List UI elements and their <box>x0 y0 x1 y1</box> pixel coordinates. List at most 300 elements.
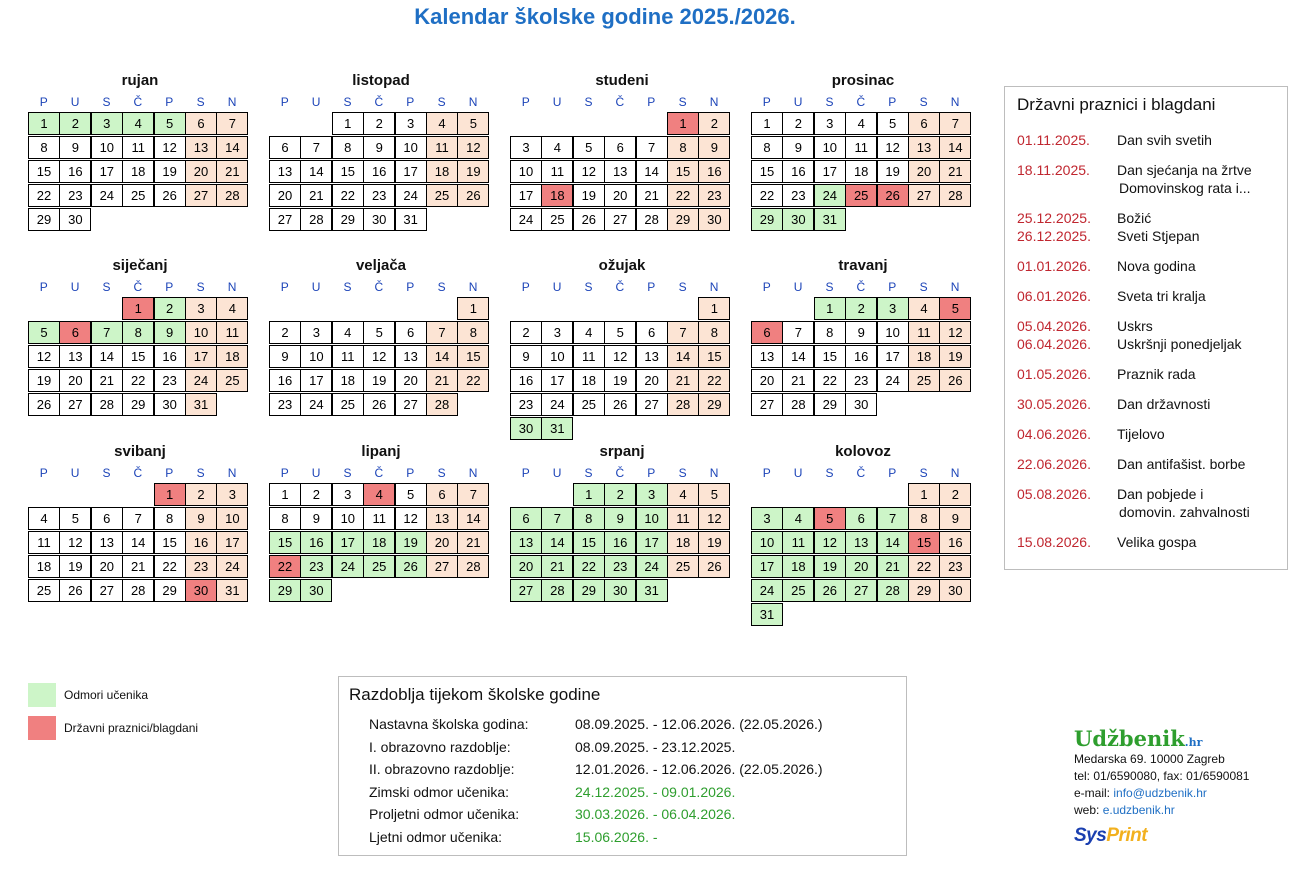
day-cell: 11 <box>908 321 940 344</box>
day-cell: 1 <box>814 297 846 320</box>
holiday-date: 04.06.2026. <box>1017 426 1091 442</box>
weekday-name: S <box>102 466 111 480</box>
web-label: web: <box>1074 803 1100 817</box>
day-cell: 2 <box>782 112 814 135</box>
day-cell: 3 <box>395 112 427 135</box>
day-cell: 17 <box>300 369 332 392</box>
day-cell: 7 <box>877 507 909 530</box>
holiday-date: 05.08.2026. <box>1017 486 1091 502</box>
day-cell: 13 <box>636 345 668 368</box>
day-cell: 22 <box>814 369 846 392</box>
day-cell: 20 <box>426 531 458 554</box>
day-cell: 7 <box>300 136 332 159</box>
month-days-grid <box>510 297 734 441</box>
day-cell: 14 <box>782 345 814 368</box>
period-label: Ljetni odmor učenika: <box>369 828 503 845</box>
day-cell: 10 <box>510 160 542 183</box>
day-cell: 11 <box>426 136 458 159</box>
day-cell: 15 <box>457 345 489 368</box>
holiday-date: 30.05.2026. <box>1017 396 1091 412</box>
holiday-name: Dan svih svetih <box>1117 132 1212 148</box>
weekday-name: Č <box>133 95 143 109</box>
day-cell: 27 <box>395 393 427 416</box>
weekday-name: S <box>437 280 446 294</box>
day-cell: 9 <box>698 136 730 159</box>
day-cell: 20 <box>269 184 301 207</box>
day-cell: 16 <box>154 345 186 368</box>
day-cell: 24 <box>814 184 846 207</box>
weekday-name: P <box>280 95 289 109</box>
holiday-row <box>1017 287 1275 305</box>
weekday-name: Č <box>856 280 866 294</box>
weekday-header <box>510 92 734 112</box>
day-cell: 17 <box>541 369 573 392</box>
logo-text: Udžbenik <box>1074 726 1185 751</box>
weekday-name: S <box>196 95 205 109</box>
day-cell: 2 <box>154 297 186 320</box>
day-cell: 23 <box>698 184 730 207</box>
day-cell: 28 <box>541 579 573 602</box>
weekday-name: S <box>343 280 352 294</box>
day-cell: 11 <box>332 345 364 368</box>
weekday-name: N <box>950 280 960 294</box>
day-cell: 14 <box>636 160 668 183</box>
period-label: Proljetni odmor učenika: <box>369 806 520 822</box>
page-title: Kalendar školske godine 2025./2026. <box>414 4 796 29</box>
month-block <box>751 72 975 256</box>
day-cell: 6 <box>636 321 668 344</box>
weekday-name: P <box>762 466 771 480</box>
day-cell: 29 <box>814 393 846 416</box>
day-cell: 15 <box>667 160 699 183</box>
day-cell: 13 <box>395 345 427 368</box>
day-cell: 25 <box>667 555 699 578</box>
day-cell: 7 <box>541 507 573 530</box>
day-cell: 13 <box>908 136 940 159</box>
weekday-name: U <box>311 280 321 294</box>
month-block <box>751 257 975 441</box>
period-label: II. obrazovno razdoblje: <box>369 761 515 777</box>
day-cell: 6 <box>91 507 123 530</box>
day-cell: 28 <box>122 579 154 602</box>
period-label: Nastavna školska godina: <box>369 716 529 732</box>
day-cell: 7 <box>216 112 248 135</box>
weekday-name: U <box>311 95 321 109</box>
day-cell: 24 <box>636 555 668 578</box>
day-cell: 23 <box>363 184 395 207</box>
weekday-name: U <box>70 95 80 109</box>
day-cell: 11 <box>122 136 154 159</box>
day-cell: 7 <box>122 507 154 530</box>
weekday-header <box>28 92 252 112</box>
day-cell: 25 <box>782 579 814 602</box>
day-cell: 22 <box>269 555 301 578</box>
holiday-row <box>1017 425 1275 443</box>
day-cell: 29 <box>698 393 730 416</box>
day-cell: 21 <box>782 369 814 392</box>
day-cell: 22 <box>457 369 489 392</box>
month-name: listopad <box>352 72 410 89</box>
day-cell: 11 <box>667 507 699 530</box>
day-cell: 30 <box>59 208 91 231</box>
weekday-name: S <box>825 466 834 480</box>
period-label: I. obrazovno razdoblje: <box>369 738 511 755</box>
day-cell: 29 <box>332 208 364 231</box>
holidays-title: Državni praznici i blagdani <box>1017 95 1216 114</box>
legend-holiday-label: Državni praznici/blagdani <box>64 721 199 735</box>
day-cell: 19 <box>877 160 909 183</box>
udzbenik-logo[interactable] <box>1074 726 1304 751</box>
day-cell: 12 <box>939 321 971 344</box>
month-name: kolovoz <box>835 443 891 460</box>
day-cell: 2 <box>604 483 636 506</box>
day-cell: 20 <box>604 184 636 207</box>
day-cell: 9 <box>604 507 636 530</box>
weekday-name: N <box>709 466 719 480</box>
day-cell: 4 <box>426 112 458 135</box>
holiday-name: Dan pobjede i <box>1117 486 1204 502</box>
day-cell: 13 <box>91 531 123 554</box>
day-cell: 17 <box>91 160 123 183</box>
month-block <box>269 72 493 256</box>
weekday-header <box>28 277 252 297</box>
day-cell: 1 <box>908 483 940 506</box>
day-cell: 10 <box>300 345 332 368</box>
day-cell: 27 <box>59 393 91 416</box>
day-cell: 25 <box>845 184 877 207</box>
day-cell: 27 <box>845 579 877 602</box>
day-cell: 28 <box>667 393 699 416</box>
weekday-name: S <box>102 95 111 109</box>
day-cell: 27 <box>269 208 301 231</box>
month-block <box>751 443 975 627</box>
day-cell: 15 <box>814 345 846 368</box>
holiday-group <box>1017 131 1275 149</box>
month-block <box>28 72 252 256</box>
holiday-row <box>1017 317 1275 335</box>
day-cell: 4 <box>122 112 154 135</box>
day-cell: 9 <box>269 345 301 368</box>
month-days-grid <box>28 112 252 256</box>
holiday-group <box>1017 485 1275 521</box>
day-cell: 24 <box>395 184 427 207</box>
day-cell: 6 <box>751 321 783 344</box>
day-cell: 12 <box>363 345 395 368</box>
day-cell: 3 <box>332 483 364 506</box>
day-cell: 2 <box>269 321 301 344</box>
day-cell: 28 <box>457 555 489 578</box>
weekday-name: P <box>647 280 656 294</box>
day-cell: 15 <box>269 531 301 554</box>
weekday-name: P <box>280 280 289 294</box>
day-cell: 24 <box>332 555 364 578</box>
holiday-name-cont: domovin. zahvalnosti <box>1119 504 1250 520</box>
weekday-name: N <box>468 466 478 480</box>
day-cell: 18 <box>363 531 395 554</box>
day-cell: 21 <box>667 369 699 392</box>
day-cell: 8 <box>122 321 154 344</box>
weekday-name: P <box>647 466 656 480</box>
period-row <box>349 736 896 759</box>
day-cell: 18 <box>845 160 877 183</box>
day-cell: 15 <box>698 345 730 368</box>
holiday-name: Tijelovo <box>1117 426 1165 442</box>
day-cell: 25 <box>28 579 60 602</box>
day-cell: 17 <box>185 345 217 368</box>
holiday-group <box>1017 533 1275 551</box>
day-cell: 11 <box>28 531 60 554</box>
holiday-group <box>1017 395 1275 413</box>
day-cell: 9 <box>154 321 186 344</box>
month-block <box>269 257 493 441</box>
day-cell: 8 <box>457 321 489 344</box>
sysprint-logo-print: Print <box>1106 825 1148 846</box>
weekday-name: S <box>343 95 352 109</box>
day-cell: 17 <box>332 531 364 554</box>
day-cell: 27 <box>510 579 542 602</box>
day-cell: 22 <box>698 369 730 392</box>
weekday-name: S <box>196 466 205 480</box>
day-cell: 1 <box>28 112 60 135</box>
day-cell: 3 <box>636 483 668 506</box>
day-cell: 13 <box>185 136 217 159</box>
day-cell: 23 <box>510 393 542 416</box>
day-cell: 12 <box>814 531 846 554</box>
day-cell: 7 <box>426 321 458 344</box>
day-cell: 26 <box>28 393 60 416</box>
weekday-name: U <box>70 280 80 294</box>
day-cell: 29 <box>751 208 783 231</box>
holiday-date: 06.04.2026. <box>1017 336 1091 352</box>
holiday-group <box>1017 317 1275 353</box>
weekday-name: P <box>39 280 48 294</box>
web-link[interactable]: e.udzbenik.hr <box>1102 803 1175 817</box>
day-cell: 20 <box>395 369 427 392</box>
weekday-name: S <box>825 95 834 109</box>
day-cell: 24 <box>510 208 542 231</box>
day-cell: 2 <box>185 483 217 506</box>
legend-vacation <box>28 683 148 707</box>
day-cell: 25 <box>908 369 940 392</box>
holiday-date: 26.12.2025. <box>1017 228 1091 244</box>
day-cell: 20 <box>510 555 542 578</box>
day-cell: 24 <box>541 393 573 416</box>
period-value: 15.06.2026. - <box>575 828 658 845</box>
holiday-date: 06.01.2026. <box>1017 288 1091 304</box>
weekday-header <box>751 463 975 483</box>
day-cell: 12 <box>395 507 427 530</box>
day-cell: 17 <box>636 531 668 554</box>
day-cell: 21 <box>939 160 971 183</box>
day-cell: 28 <box>216 184 248 207</box>
day-cell: 14 <box>300 160 332 183</box>
day-cell: 5 <box>573 136 605 159</box>
day-cell: 8 <box>751 136 783 159</box>
day-cell: 13 <box>426 507 458 530</box>
day-cell: 2 <box>59 112 91 135</box>
day-cell: 12 <box>154 136 186 159</box>
period-row <box>349 713 896 736</box>
legend-vacation-swatch <box>28 683 56 707</box>
day-cell: 2 <box>300 483 332 506</box>
day-cell: 16 <box>782 160 814 183</box>
weekday-name: Č <box>133 466 143 480</box>
day-cell: 22 <box>908 555 940 578</box>
day-cell: 31 <box>751 603 783 626</box>
day-cell: 28 <box>636 208 668 231</box>
day-cell: 16 <box>604 531 636 554</box>
day-cell: 1 <box>573 483 605 506</box>
holiday-name: Velika gospa <box>1117 534 1197 550</box>
day-cell: 25 <box>573 393 605 416</box>
weekday-name: U <box>552 466 562 480</box>
weekday-name: P <box>647 95 656 109</box>
day-cell: 12 <box>59 531 91 554</box>
day-cell: 16 <box>939 531 971 554</box>
day-cell: 8 <box>908 507 940 530</box>
day-cell: 30 <box>845 393 877 416</box>
day-cell: 27 <box>426 555 458 578</box>
month-name: veljača <box>355 257 407 274</box>
weekday-name: S <box>678 280 687 294</box>
logo-suffix: .hr <box>1184 736 1203 749</box>
day-cell: 4 <box>28 507 60 530</box>
holidays-list <box>1017 131 1275 551</box>
email-link[interactable]: info@udzbenik.hr <box>1113 786 1207 800</box>
day-cell: 1 <box>698 297 730 320</box>
holiday-row <box>1017 455 1275 473</box>
day-cell: 30 <box>185 579 217 602</box>
holiday-name: Dan državnosti <box>1117 396 1211 412</box>
day-cell: 8 <box>332 136 364 159</box>
weekday-name: S <box>584 280 593 294</box>
legend-holiday <box>28 716 198 740</box>
weekday-name: U <box>793 466 803 480</box>
day-cell: 21 <box>541 555 573 578</box>
day-cell: 19 <box>28 369 60 392</box>
day-cell: 13 <box>845 531 877 554</box>
weekday-name: S <box>825 280 834 294</box>
publisher-address: Medarska 69. 10000 Zagreb <box>1074 752 1225 766</box>
holiday-name: Dan antifašist. borbe <box>1117 456 1246 472</box>
month-name: rujan <box>121 72 159 89</box>
weekday-name: N <box>709 95 719 109</box>
holiday-row <box>1017 365 1275 383</box>
month-name: svibanj <box>114 443 166 460</box>
month-block <box>269 443 493 627</box>
day-cell: 3 <box>877 297 909 320</box>
day-cell: 5 <box>877 112 909 135</box>
day-cell: 30 <box>154 393 186 416</box>
day-cell: 25 <box>363 555 395 578</box>
weekday-name: N <box>950 95 960 109</box>
day-cell: 4 <box>363 483 395 506</box>
weekday-header <box>751 92 975 112</box>
day-cell: 27 <box>91 579 123 602</box>
month-days-grid <box>269 297 493 441</box>
holiday-name: Sveti Stjepan <box>1117 228 1200 244</box>
day-cell: 25 <box>541 208 573 231</box>
weekday-name: U <box>793 95 803 109</box>
holiday-name-cont: Domovinskog rata i... <box>1119 180 1251 196</box>
day-cell: 19 <box>939 345 971 368</box>
holiday-name: Uskršnji ponedjeljak <box>1117 336 1242 352</box>
weekday-name: P <box>165 466 174 480</box>
day-cell: 3 <box>541 321 573 344</box>
day-cell: 28 <box>300 208 332 231</box>
day-cell: 13 <box>604 160 636 183</box>
day-cell: 1 <box>154 483 186 506</box>
day-cell: 30 <box>300 579 332 602</box>
day-cell: 6 <box>845 507 877 530</box>
day-cell: 17 <box>216 531 248 554</box>
weekday-name: N <box>950 466 960 480</box>
day-cell: 19 <box>573 184 605 207</box>
day-cell: 22 <box>332 184 364 207</box>
holiday-group <box>1017 425 1275 443</box>
day-cell: 24 <box>300 393 332 416</box>
holiday-row <box>1017 395 1275 413</box>
day-cell: 15 <box>28 160 60 183</box>
weekday-name: S <box>919 280 928 294</box>
day-cell: 1 <box>751 112 783 135</box>
weekday-name: P <box>521 280 530 294</box>
holiday-row <box>1017 335 1275 353</box>
day-cell: 28 <box>782 393 814 416</box>
weekday-name: Č <box>615 280 625 294</box>
holiday-row <box>1017 131 1275 149</box>
day-cell: 17 <box>814 160 846 183</box>
day-cell: 16 <box>59 160 91 183</box>
period-value: 30.03.2026. - 06.04.2026. <box>575 806 736 822</box>
weekday-name: P <box>406 466 415 480</box>
day-cell: 21 <box>877 555 909 578</box>
day-cell: 14 <box>91 345 123 368</box>
day-cell: 2 <box>845 297 877 320</box>
weekday-name: P <box>888 95 897 109</box>
day-cell: 18 <box>216 345 248 368</box>
day-cell: 27 <box>751 393 783 416</box>
day-cell: 18 <box>908 345 940 368</box>
weekday-name: P <box>165 95 174 109</box>
day-cell: 17 <box>510 184 542 207</box>
day-cell: 3 <box>814 112 846 135</box>
holiday-group <box>1017 455 1275 473</box>
day-cell: 19 <box>154 160 186 183</box>
weekday-header <box>510 277 734 297</box>
day-cell: 1 <box>122 297 154 320</box>
day-cell: 5 <box>154 112 186 135</box>
day-cell: 10 <box>91 136 123 159</box>
day-cell: 30 <box>363 208 395 231</box>
day-cell: 4 <box>573 321 605 344</box>
day-cell: 26 <box>457 184 489 207</box>
day-cell: 27 <box>636 393 668 416</box>
day-cell: 16 <box>300 531 332 554</box>
holiday-name: Sveta tri kralja <box>1117 288 1206 304</box>
day-cell: 29 <box>667 208 699 231</box>
weekday-header <box>28 463 252 483</box>
weekday-name: Č <box>856 466 866 480</box>
day-cell: 6 <box>510 507 542 530</box>
day-cell: 11 <box>782 531 814 554</box>
day-cell: 19 <box>59 555 91 578</box>
day-cell: 21 <box>457 531 489 554</box>
holidays-panel <box>1004 86 1288 570</box>
weekday-name: S <box>437 466 446 480</box>
day-cell: 28 <box>91 393 123 416</box>
legend-holiday-swatch <box>28 716 56 740</box>
